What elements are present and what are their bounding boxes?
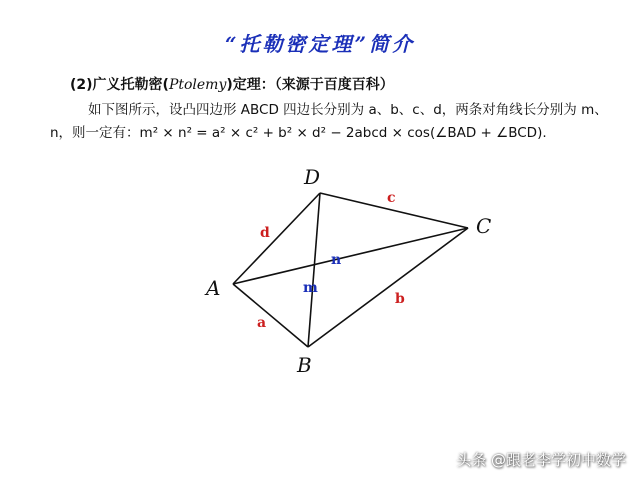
page-title: “托勒密定理”简介 (224, 32, 415, 56)
diagonal-label-m: m (303, 280, 318, 296)
paragraph-line-1: 如下图所示，设凸四边形 ABCD 四边长分别为 a、b、c、d，两条对角线长分别为 m、 (88, 102, 608, 118)
vertex-label-C: C (476, 214, 492, 238)
side-label-c: c (387, 190, 396, 206)
side-label-a: a (257, 315, 267, 331)
watermark: 头条 @跟老李学初中数学 (456, 451, 626, 469)
diagonal-label-n: n (331, 252, 342, 268)
heading-name: Ptolemy (168, 77, 227, 93)
vertex-label-A: A (206, 276, 221, 300)
side-label-d: d (260, 225, 270, 241)
side-label-b: b (395, 291, 405, 307)
vertex-label-D: D (304, 165, 321, 189)
heading-number: (2)广义托勒密( (70, 77, 169, 93)
diagonal-BD (308, 193, 320, 347)
side-BC (308, 228, 468, 347)
heading-rest: )定理：（来源于百度百科） (226, 77, 394, 93)
paragraph-line-2: n，则一定有：m² × n² = a² × c² + b² × d² − 2abcd × cos(∠BAD + ∠BCD). (50, 125, 547, 141)
vertex-label-B: B (297, 353, 312, 377)
side-DA (233, 193, 320, 284)
side-AB (233, 284, 308, 347)
